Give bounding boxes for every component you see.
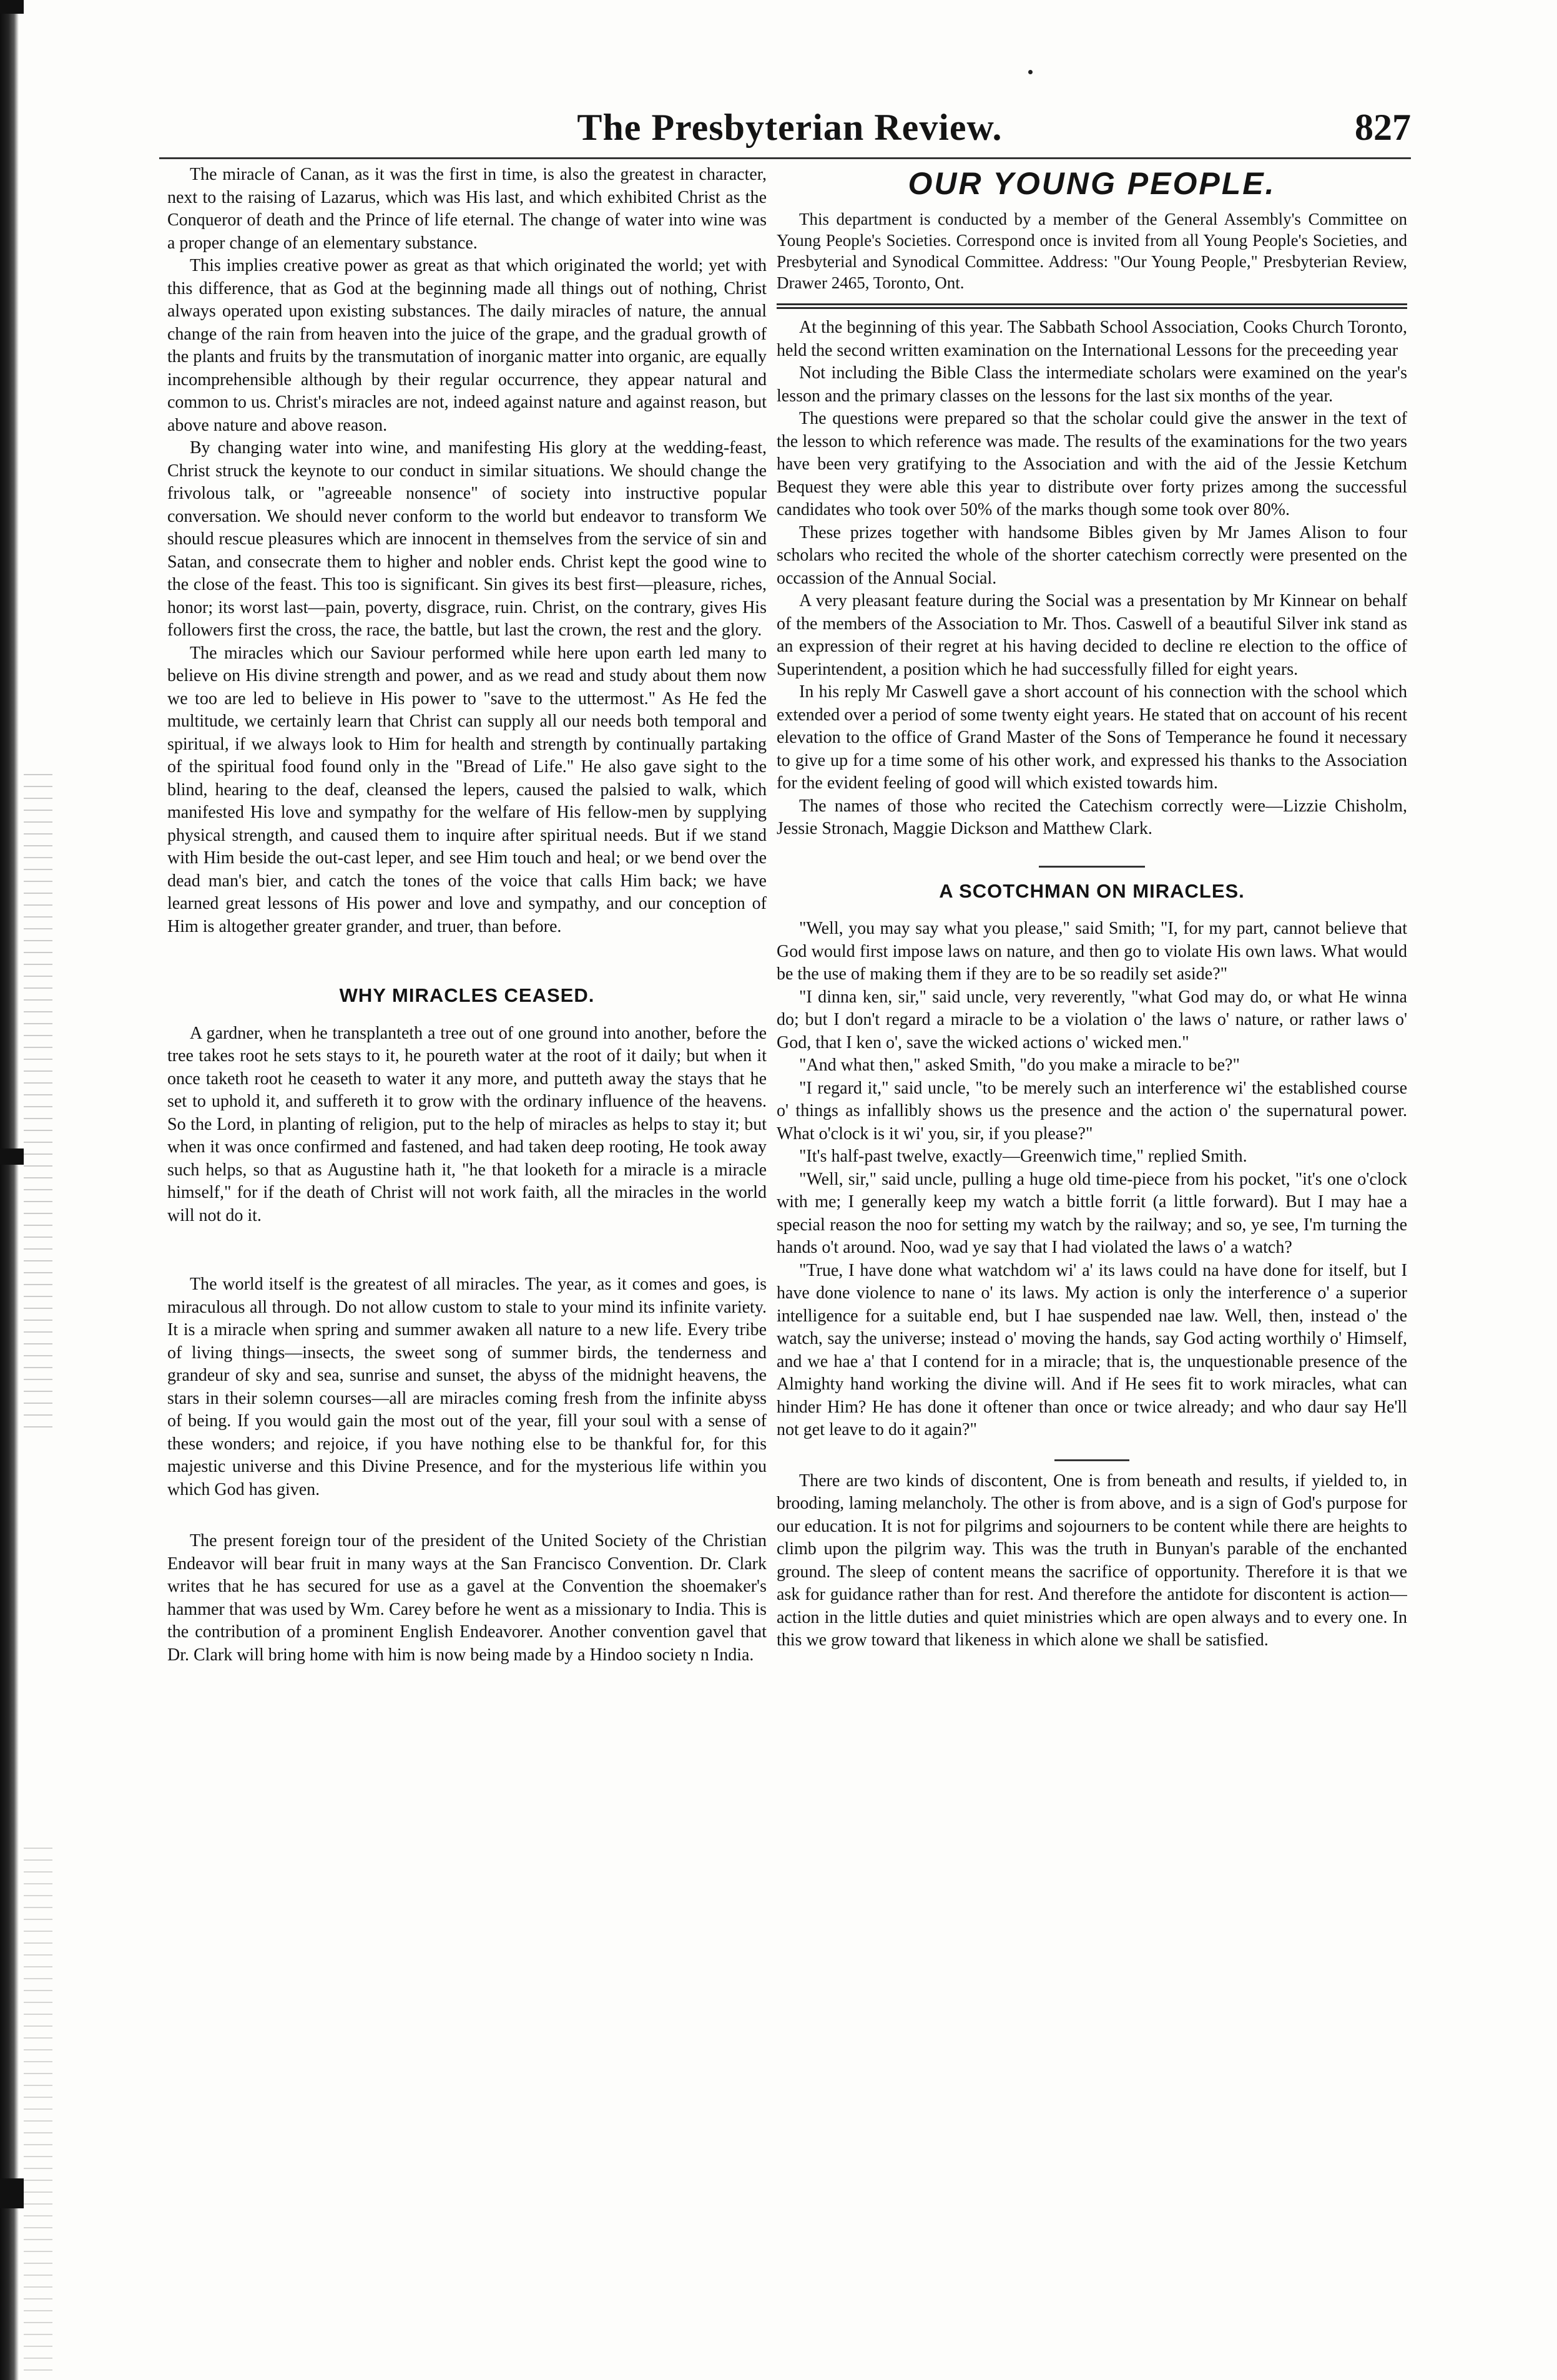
why-miracles-ceased-article [167, 1022, 767, 1228]
double-rule [777, 303, 1407, 309]
print-speck [1028, 70, 1033, 74]
paragraph: The questions were prepared so that the scholar could give the answer in the text of the lesson to which reference was made. The results of the examinations for the two years have been very gratifying to the Association and with the aid of the Jessie Ketchum Bequest they were able this year to distribute over forty prizes among the successful candidates who took over 50% of the marks though some took over 80%. [777, 409, 1407, 519]
endeavor-article [167, 1530, 767, 1667]
paragraph: A very pleasant feature during the Social was a presentation by Mr Kinnear on behalf of the members of the Association to Mr. Thos. Caswell of a beautiful Silver ink stand as an expression of their regret at his having decided to decline re election to the office of Superintendent, a position which he had successfully filled for eight years. [777, 591, 1407, 679]
scotchman-on-miracles-title: A SCOTCHMAN ON MIRACLES. [939, 879, 1245, 902]
right-column [777, 164, 1407, 2311]
binding-edge [0, 0, 19, 2380]
paragraph: "I dinna ken, sir," said uncle, very reverently, "what God may do, or what He winna do; but I don't regard a miracle to be a violation o' the laws o' nature, or rather laws o' God, that I ken o', save the wicked actions o' wicked men." [777, 987, 1407, 1052]
paragraph: "True, I have done what watchdom wi' a' its laws could na have done for itself, but I have done violence to nane o' its laws. My action is only the interference o' a superior intelligence for a suitable end, but I hae suspended nae law. Well, then, instead o' the watch, say the universe; instead o' moving the hands, say God acting worthily o' Himself, and we hae a' that I contend for in a miracle; that is, the unquestionable presence of the Almighty hand working the divine will. And if He sees fit to work miracles, what can hinder Him? He has done it oftener than once or twice already; and who daur say He'll not get leave to do it again?" [777, 1260, 1407, 1439]
page-number: 827 [1355, 107, 1411, 148]
paragraph: "Well, sir," said uncle, pulling a huge old time-piece from his pocket, "it's one o'clock with me; I generally keep my watch a bittle forrit (a little forward). But I may hae a special reason the noo for setting my watch by the railway; and so, ye see, I'm turning the hands o't around. Noo, wad ye say that I had violated the laws o' a watch? [777, 1169, 1407, 1257]
miracles-article [167, 164, 767, 938]
paragraph: By changing water into wine, and manifesting His glory at the wedding-feast, Christ struck the keynote to our conduct in similar situations. We should change the frivolous talk, or "agreeable nonsence" of society into instructive popular conversation. We should never conform to the world but endeavor to transform We should rescue pleasures which are innocent in themselves from the service of sin and Satan, and consecrate them to higher and nobler ends. Christ kept the good wine to the close of the feast. This too is significant. Sin gives its best first—pleasure, riches, honor; its worst last—pain, poverty, disgrace, ruin. Christ, on the contrary, gives His followers first the cross, the race, the battle, but last the crown, the rest and the glory. [167, 438, 767, 640]
scotchman-article [777, 918, 1407, 1442]
binding-shadow [24, 774, 52, 1429]
paragraph: These prizes together with handsome Bibles given by Mr James Alison to four scholars who recited the whole of the shorter catechism correctly were presented on the occassion of the Annual Social. [777, 522, 1407, 588]
paragraph: "It's half-past twelve, exactly—Greenwich time," replied Smith. [799, 1147, 1247, 1166]
paragraph: The present foreign tour of the president of the United Society of the Christian Endeavor will bear fruit in many ways at the San Francisco Convention. Dr. Clark writes that he has secured for use as a gavel at the Convention the shoemaker's hammer that was used by Wm. Carey before he went as a missionary to India. This is the contribution of a prominent English Endeavorer. Another convention gavel that Dr. Clark will bring home with him is now being made by a Hindoo society n India. [167, 1531, 767, 1665]
paragraph: The miracle of Canan, as it was the first in time, is also the greatest in character, next to the raising of Lazarus, which was His last, and which exhibited Christ as the Conqueror of death and the Prince of life eternal. The change of water into wine was a proper change of an elementary substance. [167, 165, 767, 253]
paragraph: At the beginning of this year. The Sabbath School Association, Cooks Church Toronto, held the second written examination on the International Lessons for the preceeding year [777, 318, 1407, 360]
sabbath-school-article [777, 316, 1407, 841]
paragraph: A gardner, when he transplanteth a tree out of one ground into another, before the tree takes root he sets stays to it, he poureth water at the root of it daily; but when it once taketh root he ceaseth to water it any more, and putteth away the stays that he set to uphold it, and suffereth it to grow with the ordinary influence of the heavens. So the Lord, in planting of religion, put to the help of miracles as helps to stay it; but when it was once confirmed and fastened, and had taken deep rooting, He took away such helps, so that as Augustine hath it, "he that looketh for a miracle is a miracle himself," for if the death of Christ will not work faith, all the miracles in the world will not do it. [167, 1023, 767, 1225]
paragraph: There are two kinds of discontent, One is from beneath and results, if yielded to, in brooding, laming melancholy. The other is from above, and is a sign of God's purpose for our education. It is not for pilgrims and sojourners to be content while there are heights to climb upon the pilgrim way. This was the truth in Bunyan's parable of the enchanted ground. The sleep of content means the sacrifice of opportunity. Therefore it is that we ask for guidance rather than for rest. And therefore the antidote for discontent is action—action in the little duties and quiet ministries which are open always and to every one. In this we grow toward that likeness in which alone we shall be satisfied. [777, 1471, 1407, 1650]
section-rule [1039, 866, 1145, 868]
paragraph: Not including the Bible Class the intermediate scholars were examined on the year's lesson and the primary classes on the lessons for the last six months of the year. [777, 363, 1407, 406]
our-young-people-heading: OUR YOUNG PEOPLE. [908, 166, 1276, 201]
paragraph: The world itself is the greatest of all miracles. The year, as it comes and goes, is miraculous all through. Do not allow custom to stale to your mind its infinite variety. It is a miracle when spring and summer awaken all nature to a new life. Every tribe of living things—insects, the sweet song of summer birds, the tenderness and grandeur of sky and sea, sunrise and sunset, the abyss of the midnight heavens, the stars in their solemn courses—all are miracles coming fresh from the infinite abyss of being. If you would gain the most out of the year, fill your soul with a sense of these wonders; and rejoice, if you have nothing else to be thankful for, for this majestic universe and this Divine Presence, and for the mysterious life within you which God has given. [167, 1275, 767, 1499]
world-miracle-article [167, 1273, 767, 1501]
paragraph: The miracles which our Saviour performed while here upon earth led many to believe on His divine strength and power, and as we read and study about them now we too are led to believe in His power to "save to the uttermost." As He fed the multitude, we certainly learn that Christ can supply all our needs both temporal and spiritual, if we always look to Him for health and strength by continually partaking of the spiritual food found only in the "Bread of Life." He also gave sight to the blind, hearing to the deaf, cleansed the lepers, caused the palsied to walk, which manifested His love and sympathy for the welfare of His fellow-men by supplying physical strength, and caused them to inquire after spiritual needs. But if we stand with Him beside the out-cast leper, and see Him touch and heal; or we bend over the dead man's bier, and catch the tones of the voice that calls Him back; we have learned great lessons of His power and love and sympathy, and our conception of Him is altogether greater grander, and truer, than before. [167, 643, 767, 936]
paragraph: "And what then," asked Smith, "do you make a miracle to be?" [799, 1055, 1240, 1075]
header-rule [159, 157, 1411, 159]
department-note: This department is conducted by a member of the General Assembly's Committee on Young People's Societies. Correspond once is invited from all Young People's Societies, and Presbyterial and Synodical Committee. Address: "Our Young People," Presbyterian Review, Drawer 2465, Toronto, Ont. [777, 210, 1407, 292]
paragraph: This implies creative power as great as that which originated the world; yet with this difference, that as God at the beginning made all things out of nothing, Christ always operated upon existing substances. The daily miracles of nature, the annual change of the rain from heaven into the juice of the grape, and the gradual growth of the plants and fruits by the transmutation of inorganic matter into organic, are equally incomprehensible although by their regular occurrence, they appear natural and common to us. Christ's miracles are not, indeed against nature and against reason, but above nature and above reason. [167, 256, 767, 435]
running-title: The Presbyterian Review. [577, 107, 1003, 148]
left-column [167, 164, 767, 2311]
discontent-article [777, 1470, 1407, 1652]
paragraph: The names of those who recited the Catechism correctly were—Lizzie Chisholm, Jessie Stronach, Maggie Dickson and Matthew Clark. [777, 796, 1407, 838]
section-rule [1054, 1459, 1129, 1461]
binding-shadow-lower [24, 1848, 52, 2380]
paragraph: In his reply Mr Caswell gave a short account of his connection with the school which extended over a period of some twenty eight years. He stated that on account of his recent elevation to the office of Grand Master of the Sons of Temperance he found it necessary to give up for a time some of his other work, and expressed his thanks to the Association for the evident feeling of good will which existed towards him. [777, 682, 1407, 793]
paragraph: "I regard it," said uncle, "to be merely such an interference wi' the established course o' things as infallibly shows us the presence and the action o' the supernatural power. What o'clock is it wi' you, sir, if you please?" [777, 1078, 1407, 1143]
why-miracles-ceased-title: WHY MIRACLES CEASED. [339, 984, 595, 1006]
paragraph: "Well, you may say what you please," said Smith; "I, for my part, cannot believe that God would first impose laws on nature, and then go to violate His own laws. What would be the use of making them if they are to be so readily set aside?" [777, 919, 1407, 984]
